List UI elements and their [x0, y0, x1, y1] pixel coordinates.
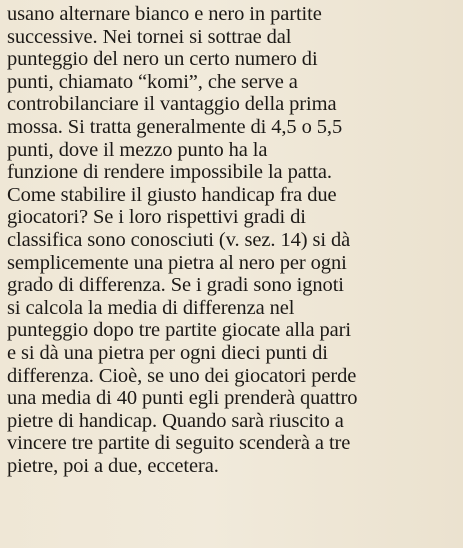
text-line: classifica sono conosciuti (v. sez. 14) si dà — [7, 228, 351, 251]
text-line: giocatori? Se i loro rispettivi gradi di — [7, 206, 306, 229]
text-line: punteggio dopo tre partite giocate alla pari — [7, 319, 351, 342]
text-line: punti, dove il mezzo punto ha la — [7, 138, 268, 161]
text-line: vincere tre partite di seguito scenderà a tre — [7, 432, 351, 455]
text-line: pietre di handicap. Quando sarà riuscito a — [7, 409, 344, 432]
text-line: grado di differenza. Se i gradi sono ignoti — [7, 274, 344, 297]
text-line: mossa. Si tratta generalmente di 4,5 o 5,5 — [7, 115, 343, 138]
text-line: funzione di rendere impossibile la patta. — [7, 161, 332, 184]
body-paragraph — [7, 3, 457, 477]
text-line: Come stabilire il giusto handicap fra due — [7, 183, 337, 206]
text-line: punti, chiamato “komi”, che serve a — [7, 70, 298, 93]
text-line: si calcola la media di differenza nel — [7, 296, 295, 319]
text-line: usano alternare bianco e nero in partite — [7, 3, 322, 25]
text-line: semplicemente una pietra al nero per ogni — [7, 251, 347, 274]
text-line: pietre, poi a due, eccetera. — [7, 454, 219, 477]
text-line: e si dà una pietra per ogni dieci punti di — [7, 341, 328, 364]
text-line: differenza. Cioè, se uno dei giocatori perde — [7, 364, 357, 387]
text-line: controbilanciare il vantaggio della prima — [7, 93, 337, 116]
text-line: successive. Nei tornei si sottrae dal — [7, 25, 292, 48]
text-line: punteggio del nero un certo numero di — [7, 48, 318, 71]
text-line: una media di 40 punti egli prenderà quattro — [7, 387, 358, 410]
